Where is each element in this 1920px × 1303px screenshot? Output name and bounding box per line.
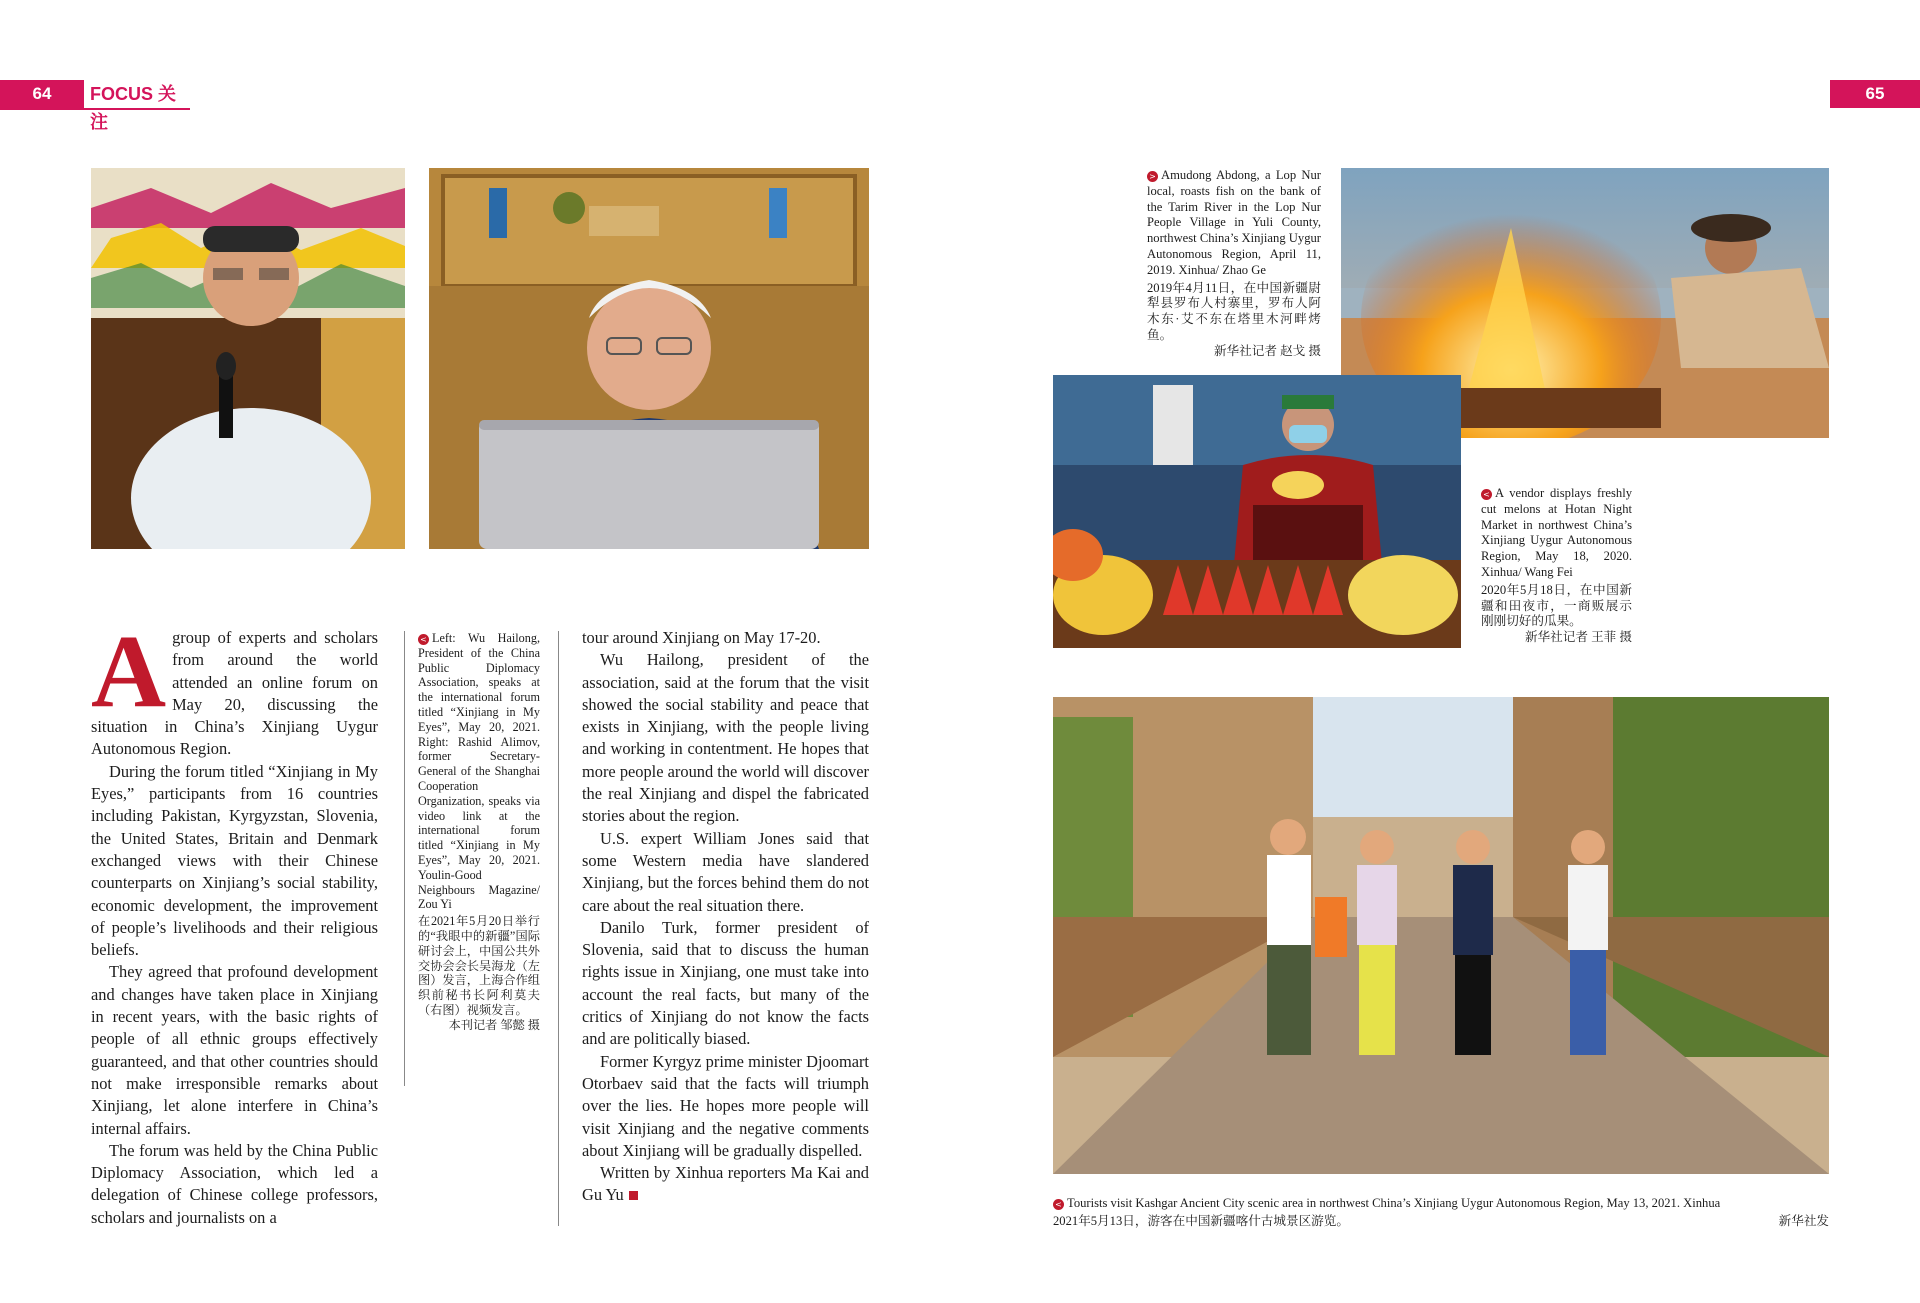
caption-arrow-icon: < <box>418 634 429 645</box>
article-column-2 <box>582 627 869 1207</box>
article-paragraph-lead: Agroup of experts and scholars from around the world attended an online forum on May 20, discussing the situation in China’s Xinjiang Uygur Autonomous Region. <box>91 614 378 759</box>
column-divider <box>404 631 405 1086</box>
article-paragraph: Danilo Turk, former president of Slovenia, said that to discuss the human rights issue in Xinjiang, one must take into account the real facts, but many of the critics of Xinjiang do not know the facts and are politically biased. <box>582 917 869 1049</box>
article-paragraph: Wu Hailong, president of the association, said at the forum that the visit showed the social stability and peace that exists in Xinjiang, with the people living and working in contentment. He hopes that more people around the world will discover the real Xinjiang and dispel the fabricated stories about the region. <box>582 650 869 826</box>
photo-melon-vendor <box>1053 375 1461 648</box>
caption-forum-photos <box>418 631 540 1033</box>
header-rule <box>0 108 190 110</box>
drop-cap: A <box>91 614 167 729</box>
caption-credit: 新华社发 <box>1778 1213 1829 1228</box>
caption-en: < A vendor displays freshly cut melons at Hotan Night Market in northwest China’s Xinjiang Uygur Autonomous Region, May 18, 2020. Xinhua/ Wang Fei <box>1481 486 1632 579</box>
article-paragraph: U.S. expert William Jones said that some Western media have slandered Xinjiang, but the forces behind them do not care about the real situation there. <box>582 828 869 915</box>
caption-melon-vendor <box>1481 486 1632 646</box>
article-paragraph: They agreed that profound development and changes have taken place in Xinjiang in recent years, with the basic rights of people of all ethnic groups effectively guaranteed, and that other countries should not make irresponsible remarks about Xinjiang, let alone interfere in China’s internal affairs. <box>91 962 378 1138</box>
caption-kashgar-tourists <box>1053 1196 1829 1230</box>
caption-fish-roast <box>1147 168 1321 360</box>
caption-zh: 2021年5月13日，游客在中国新疆喀什古城景区游览。 新华社发 <box>1053 1213 1829 1228</box>
section-title: FOCUS 关注 <box>90 84 177 132</box>
article-byline: Written by Xinhua reporters Ma Kai and Gu Yu <box>582 1163 869 1205</box>
caption-en: < Tourists visit Kashgar Ancient City scenic area in northwest China’s Xinjiang Uygur Autonomous Region, May 13, 2021. Xinhua <box>1053 1196 1829 1212</box>
caption-en: > Amudong Abdong, a Lop Nur local, roasts fish on the bank of the Tarim River in the Lop Nur People Village in Yuli County, northwest China’s Xinjiang Uygur Autonomous Region, April 11, 2019. Xinhua/ Zhao Ge <box>1147 168 1321 277</box>
caption-credit: 新华社记者 王菲 摄 <box>1524 630 1632 645</box>
article-column-1 <box>91 614 378 1229</box>
left-page-number: 64 <box>0 80 84 108</box>
column-divider <box>558 631 559 1226</box>
article-paragraph: tour around Xinjiang on May 17-20. <box>582 628 821 647</box>
article-paragraph: The forum was held by the China Public Diplomacy Association, which led a delegation of Chinese college professors, scholars and journalists on a <box>91 1140 378 1227</box>
caption-arrow-icon: < <box>1481 489 1492 500</box>
right-page-number: 65 <box>1830 80 1920 108</box>
caption-credit: 新华社记者 赵戈 摄 <box>1213 343 1321 358</box>
caption-zh: 2019年4月11日，在中国新疆尉犁县罗布人村寨里，罗布人阿木东·艾不东在塔里木河畔烤鱼。 <box>1147 280 1321 342</box>
caption-zh: 2020年5月18日，在中国新疆和田夜市，一商贩展示刚刚切好的瓜果。 <box>1481 582 1632 629</box>
caption-arrow-icon: < <box>1053 1199 1064 1210</box>
photo-wu-hailong <box>91 168 405 549</box>
end-mark <box>629 1191 638 1200</box>
photo-rashid-alimov <box>429 168 869 549</box>
caption-zh: 在2021年5月20日举行的“我眼中的新疆”国际研讨会上，中国公共外交协会会长吴海龙（左图）发言，上海合作组织前秘书长阿利莫夫（右图）视频发言。 <box>418 914 540 1017</box>
article-paragraph: During the forum titled “Xinjiang in My Eyes,” participants from 16 countries including Pakistan, Kyrgyzstan, Slovenia, the United States, Britain and Denmark exchanged views with their Chinese counterparts on Xinjiang’s social stability, economic development, the improvement of people’s livelihoods and their religious beliefs. <box>91 761 378 960</box>
caption-en: < Left: Wu Hailong, President of the China Public Diplomacy Association, speaks at the international forum titled “Xinjiang in My Eyes”, May 20, 2021. Right: Rashid Alimov, former Secretary-General of the Shanghai Cooperation Organization, speaks via video link at the international forum titled “Xinjiang in My Eyes”, May 20, 2021. Youlin-Good Neighbours Magazine/ Zou Yi <box>418 631 540 912</box>
photo-kashgar-tourists <box>1053 697 1829 1174</box>
left-page-header <box>0 80 190 132</box>
article-paragraph: Former Kyrgyz prime minister Djoomart Otorbaev said that the facts will triumph over the lies. He hopes more people will visit Xinjiang and the negative comments about Xinjiang will be gradually dispelled. <box>582 1051 869 1160</box>
caption-arrow-icon: > <box>1147 171 1158 182</box>
caption-credit: 本刊记者 邹懿 摄 <box>448 1017 540 1032</box>
